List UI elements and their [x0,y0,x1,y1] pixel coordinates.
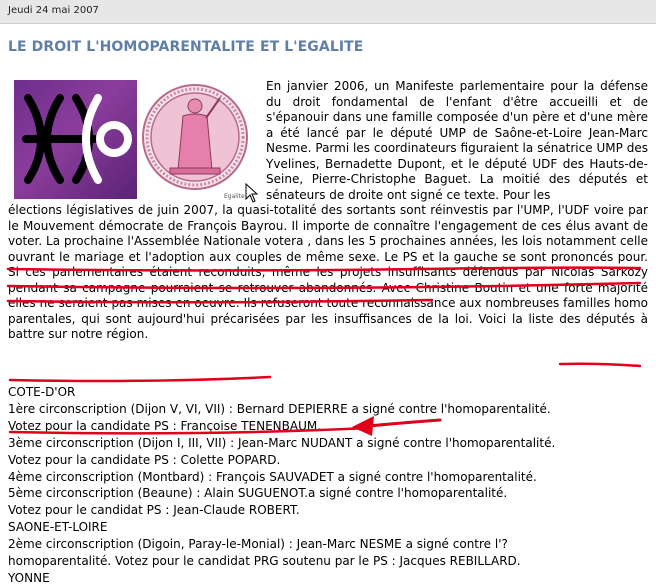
list-item: COTE-D'OR [8,385,76,399]
list-item: 2ème circonscription (Digoin, Paray-le-Monial) : Jean-Marc NESME a signé contre l'? [8,537,508,552]
seal-caption: Egalite [224,193,245,200]
article-body [8,203,648,343]
article-intro [266,79,648,203]
gender-symbols-icon [14,80,137,199]
mouse-cursor-icon [245,183,259,203]
list-item: YONNE [8,570,50,585]
seal-icon [140,80,255,200]
marianne-seal-image [140,80,255,200]
list-item: Votez pour la candidate PS : Françoise TENENBAUM. [8,418,322,433]
date-bar [0,0,656,24]
list-item: Votez pour la candidate PS : Colette POPARD. [8,452,281,467]
list-item: 4ème circonscription (Montbard) : François SAUVADET a signé contre l'homoparentalité. [8,469,537,484]
underline-mark [560,364,640,366]
post-date: Jeudi 24 mai 2007 [8,5,99,16]
list-item: 3ème circonscription (Dijon I, III, VII) : Jean-Marc NUDANT a signé contre l'homoparentalité. [8,435,556,450]
list-item: homoparentalité. Votez pour le candidat PRG soutenu par le PS : Jacques REBILLARD. [8,554,521,569]
deputies-list [8,384,653,587]
list-item: 5ème circonscription (Beaune) : Alain SUGUENOT.a signé contre l'homoparentalité. [8,486,508,501]
intro-paragraph: En janvier 2006, un Manifeste parlementaire pour la défense du droit fondamental de l'enfant d'être accueilli et de s'épanouir dans une famille composée d'un père et d'une mère a été lancé par le député UMP de Saône-et-Loire Jean-Marc Nesme. Parmi les coordinateurs figuraient la sénatrice UMP des Yvelines, Bernadette Dupont, et le député UDF des Hauts-de-Seine, Pierre-Christophe Baguet. La moitié des députés et sénateurs de droite ont signé ce texte. Pour les [266,79,648,202]
list-item: 1ère circonscription (Dijon V, VI, VII) : Bernard DEPIERRE a signé contre l'homoparentalité. [8,401,551,416]
symbol-logo-image [14,80,137,199]
article-title[interactable]: LE DROIT L'HOMOPARENTALITE ET L'EGALITE [8,39,364,55]
underline-mark [10,377,270,381]
body-paragraph: élections législatives de juin 2007, la quasi-totalité des sortants sont réinvestis par l'UMP, l'UDF voire par le Mouvement démocrate de François Bayrou. Il importe de connaître l'engagement de ces élus avant de voter. La prochaine l'Assemblée Nationale votera , dans les 5 prochaines années, les lois notamment celle ouvrant le mariage et l'adoption aux couples de même sexe. Le PS et la gauche se sont prononcés pour. Si ces parlementaires étaient reconduits, même les projets insuffisants défendus par Nicolas Sarkozy pendant sa campagne pourraient se retrouver abandonnés. Avec Christine Boutin et une forte majorité elles ne seraient pas mises en oeuvre. Ils refuseront toute reconnaissance aux nombreuses familles homo parentales, qui sont aujourd'hui précarisées par les insuffisances de la loi. Voici la liste des députés à battre sur notre région. [8,203,648,341]
list-item: SAONE-ET-LOIRE [8,520,108,535]
list-item: Votez pour le candidat PS : Jean-Claude ROBERT. [8,503,300,518]
